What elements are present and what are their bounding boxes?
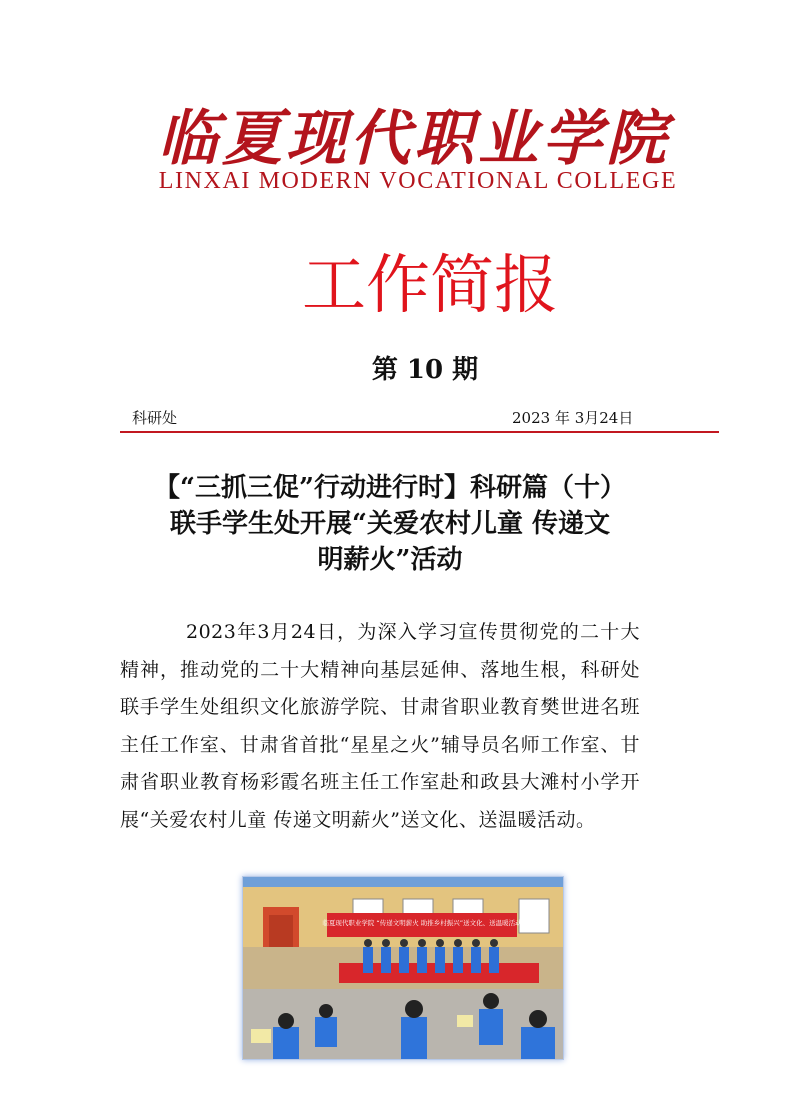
article-body: 2023年3月24日，为深入学习宣传贯彻党的二十大精神，推动党的二十大精神向基层延伸、落地生根，科研处联手学生处组织文化旅游学院、甘肃省职业教育樊世进名班主任工作室、甘肃省首批“星星之火”辅导员名师工作室、甘肃省职业教育杨彩霞名班主任工作室赴和政县大滩村小学开展“关爱农村儿童 传递文明薪火”送文化、送温暖活动。: [120, 621, 640, 831]
event-photo: [242, 876, 564, 1060]
logo-english-name: LINXAI MODERN VOCATIONAL COLLEGE: [158, 168, 678, 194]
headline-line-2: 联手学生处开展“关爱农村儿童 传递文: [169, 509, 610, 539]
issue-date: 2023 年 3月24日: [512, 409, 634, 427]
photo-banner-text: 临夏现代职业学院 “传递文明薪火 助推乡村振兴”送文化、送温暖活动: [322, 919, 522, 927]
header-divider: [120, 431, 719, 433]
college-logo: [120, 104, 720, 194]
event-photo-illustration: [243, 877, 563, 1059]
headline-line-1: 【“三抓三促”行动进行时】科研篇（十）: [154, 473, 626, 503]
logo-chinese-name: 临夏现代职业学院: [158, 104, 670, 174]
headline-line-3: 明薪火”活动: [317, 545, 463, 575]
bulletin-title: 工作简报: [302, 249, 558, 323]
article-headline: [110, 470, 670, 578]
department-label: 科研处: [132, 409, 178, 427]
issue-number: 第 10 期: [371, 355, 479, 385]
